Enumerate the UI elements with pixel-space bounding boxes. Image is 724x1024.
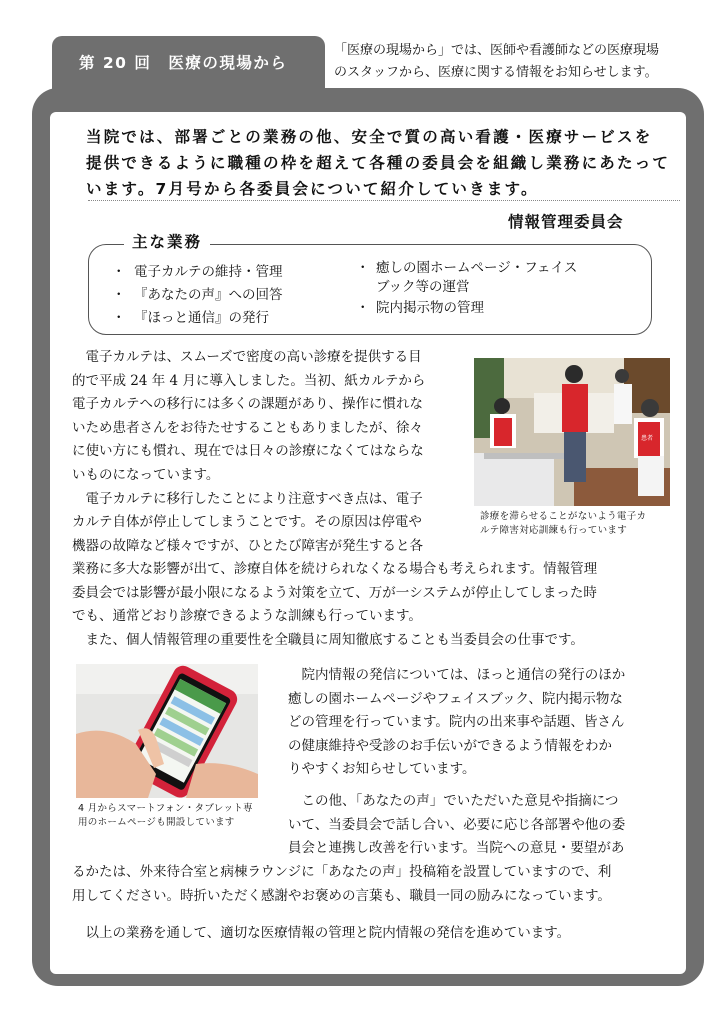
- task-label: 『あなたの声』への回答: [134, 287, 283, 303]
- text-line: 院内情報の発信については、ほっと通信の発行のほか: [288, 667, 626, 683]
- text-line: いて、当委員会で話し合い、必要に応じ各部署や他の委: [288, 816, 626, 833]
- task-label: 院内掲示物の管理: [376, 300, 484, 316]
- text-line: 癒しの園ホームページやフェイスブック、院内掲示物な: [288, 690, 623, 707]
- lead-line: います。7月号から各委員会について紹介していきます。: [86, 180, 539, 198]
- smartphone-photo: [76, 664, 258, 798]
- text-line: 以上の業務を通して、適切な医療情報の管理と院内情報の発信を進めています。: [72, 925, 571, 941]
- task-label: 電子カルテの維持・管理: [134, 264, 283, 280]
- lead-line: 当院では、部署ごとの業務の他、安全で質の高い看護・医療サービスを: [86, 128, 653, 146]
- text-line: いため患者さんをお待たせすることもありましたが、徐々: [72, 419, 423, 436]
- caption-line: 診療を滞らせることがないよう電子カ: [480, 511, 647, 522]
- text-line: この他、「あなたの声」でいただいた意見や指摘につ: [288, 793, 619, 809]
- bullet: ・: [112, 287, 126, 303]
- text-line: の健康維持や受診のお手伝いができるよう情報をわか: [288, 737, 612, 754]
- text-line: カルテ自体が停止してしまうことです。その原因は停電や: [72, 514, 422, 531]
- text-line: 委員会では影響が最小限になるよう対策を立て、万が一システムが停止してしまった時: [72, 584, 597, 601]
- task-item: [356, 298, 484, 318]
- text-line: るかたは、外来待合室と病棟ラウンジに「あなたの声」投稿箱を設置していますので、利: [72, 864, 612, 880]
- text-line: でも、通常どおり診療できるような訓練も行っています。: [72, 608, 422, 625]
- smartphone-photo-caption: [78, 802, 253, 830]
- text-line: 電子カルテへの移行には多くの課題があり、操作に慣れな: [72, 396, 423, 413]
- header-intro-line: のスタッフから、医療に関する情報をお知らせします。: [334, 65, 658, 80]
- task-item: [112, 308, 269, 328]
- vest-label: 患者: [641, 435, 654, 442]
- main-tasks-title: 主な業務: [124, 230, 210, 252]
- text-line: いものになっています。: [72, 466, 220, 483]
- text-line: 的で平成 24 年 4 月に導入しました。当初、紙カルテから: [72, 372, 426, 389]
- text-line: また、個人情報管理の重要性を全職員に周知徹底することも当委員会の仕事です。: [72, 631, 584, 648]
- task-item: [112, 262, 283, 282]
- text-line: りやすくお知らせしています。: [288, 761, 476, 778]
- task-item: [112, 285, 283, 305]
- task-item: [356, 258, 577, 278]
- bullet: ・: [112, 264, 126, 280]
- training-photo-caption: [480, 510, 646, 538]
- committee-name: 情報管理委員会: [508, 213, 624, 231]
- paragraph-ekarte-continued: [72, 558, 668, 652]
- task-label: 『ほっと通信』の発行: [134, 310, 269, 326]
- lead-line: 提供できるように職種の枠を超えて各種の委員会を組織し業務にあたって: [86, 154, 671, 172]
- caption-line: 4 月からスマートフォン・タブレット専: [78, 803, 253, 814]
- bullet: ・: [112, 310, 126, 326]
- header-intro: [334, 40, 720, 84]
- divider: [88, 200, 680, 201]
- task-item-continued: [376, 277, 470, 297]
- text-line: 員会と連携し改善を行います。当院への意見・要望があ: [288, 840, 625, 857]
- section-title: 第 20 回 医療の現場から: [79, 54, 288, 72]
- task-label: 癒しの園ホームページ・フェイス: [376, 260, 578, 276]
- bullet: ・: [356, 260, 370, 276]
- paragraph-ekarte: [72, 346, 468, 558]
- caption-line: ルテ障害対応訓練も行っています: [480, 525, 628, 536]
- lead-paragraph: [86, 124, 682, 202]
- text-line: どの管理を行っています。院内の出来事や話題、皆さん: [288, 714, 625, 731]
- closing-paragraph: [72, 922, 668, 946]
- paragraph-anata-no-koe: [288, 790, 680, 861]
- header-intro-line: 「医療の現場から」では、医師や看護師などの医療現場: [334, 43, 660, 58]
- training-photo-image: [474, 358, 670, 506]
- text-line: 電子カルテに移行したことにより注意すべき点は、電子: [72, 490, 423, 507]
- smartphone-photo-image: [76, 664, 258, 798]
- text-line: 業務に多大な影響が出て、診療自体を続けられなくなる場合も考えられます。情報管理: [72, 561, 598, 577]
- text-line: 用してください。時折いただく感謝やお褒めの言葉も、職員一同の励みになっています。: [72, 887, 611, 904]
- paragraph-anata-no-koe-continued: [72, 861, 676, 908]
- task-label: ブック等の運営: [376, 279, 470, 295]
- caption-line: 用のホームページも開設しています: [78, 817, 235, 828]
- text-line: に使い方にも慣れ、現在では日々の診療になくてはならな: [72, 443, 424, 460]
- paragraph-info-release: [288, 664, 680, 782]
- training-photo: [474, 358, 670, 506]
- section-title-tab: [52, 36, 325, 92]
- bullet: ・: [356, 300, 370, 316]
- text-line: 機器の故障など様々ですが、ひとたび障害が発生すると各: [72, 537, 423, 554]
- text-line: 電子カルテは、スムーズで密度の高い診療を提供する目: [72, 349, 422, 365]
